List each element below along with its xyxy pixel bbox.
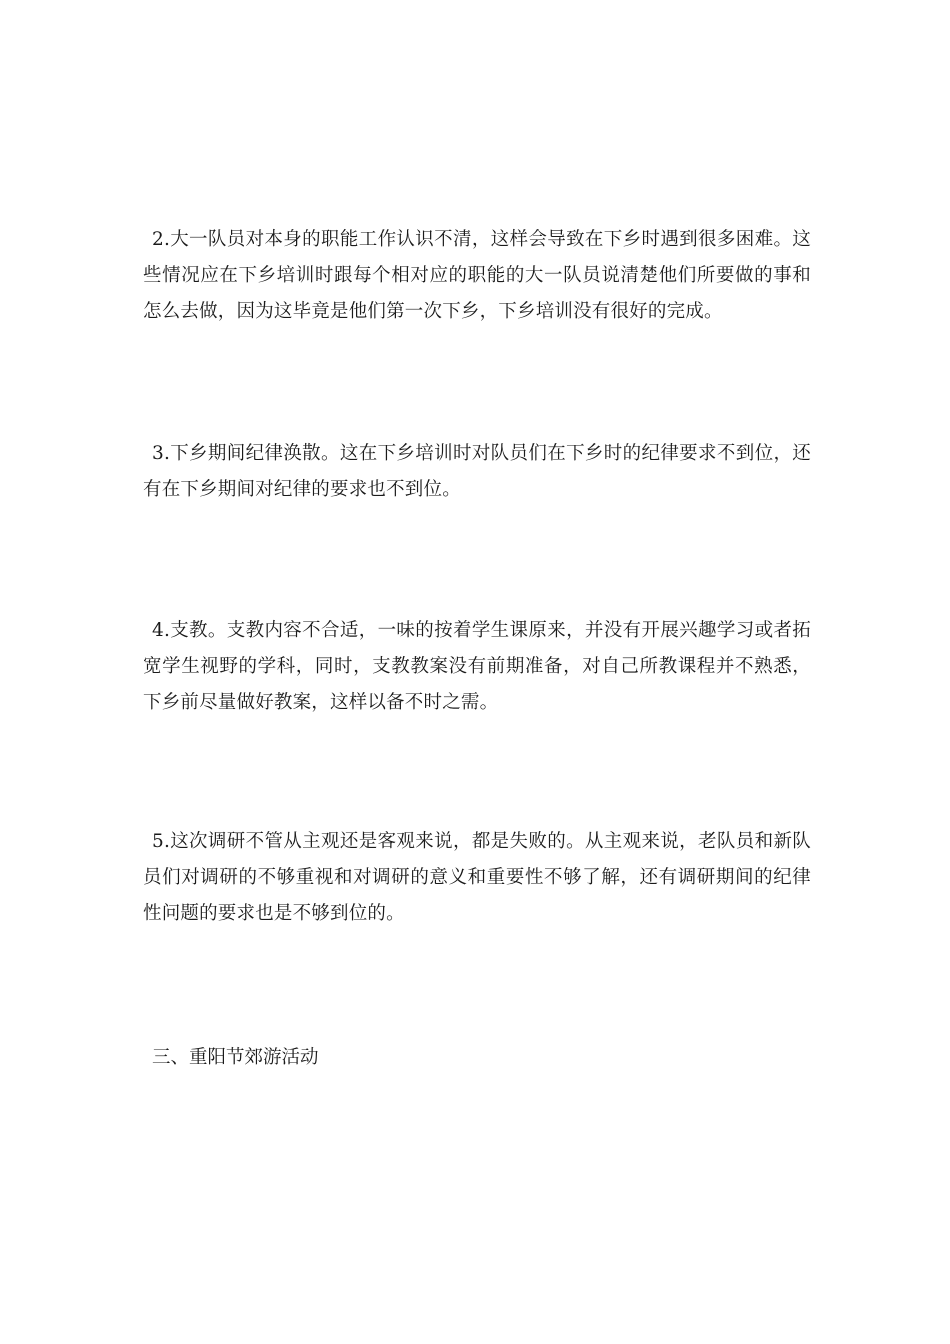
paragraph-item-5: 5.这次调研不管从主观还是客观来说，都是失败的。从主观来说，老队员和新队员们对调研的不够重视和对调研的意义和重要性不够了解，还有调研期间的纪律性问题的要求也是不够到位的。 (143, 831, 811, 924)
paragraph-item-2: 2.大一队员对本身的职能工作认识不清，这样会导致在下乡时遇到很多困难。这些情况应在下乡培训时跟每个相对应的职能的大一队员说清楚他们所要做的事和怎么去做，因为这毕竟是他们第一次下乡，下乡培训没有很好的完成。 (143, 229, 811, 322)
paragraph-item-3: 3.下乡期间纪律涣散。这在下乡培训时对队员们在下乡时的纪律要求不到位，还有在下乡期间对纪律的要求也不到位。 (143, 443, 811, 500)
paragraph-item-4: 4.支教。支教内容不合适，一味的按着学生课原来，并没有开展兴趣学习或者拓宽学生视野的学科，同时，支教教案没有前期准备，对自己所教课程并不熟悉，下乡前尽量做好教案，这样以备不时之需。 (143, 620, 811, 713)
section-heading: 三、重阳节郊游活动 (152, 1047, 319, 1068)
